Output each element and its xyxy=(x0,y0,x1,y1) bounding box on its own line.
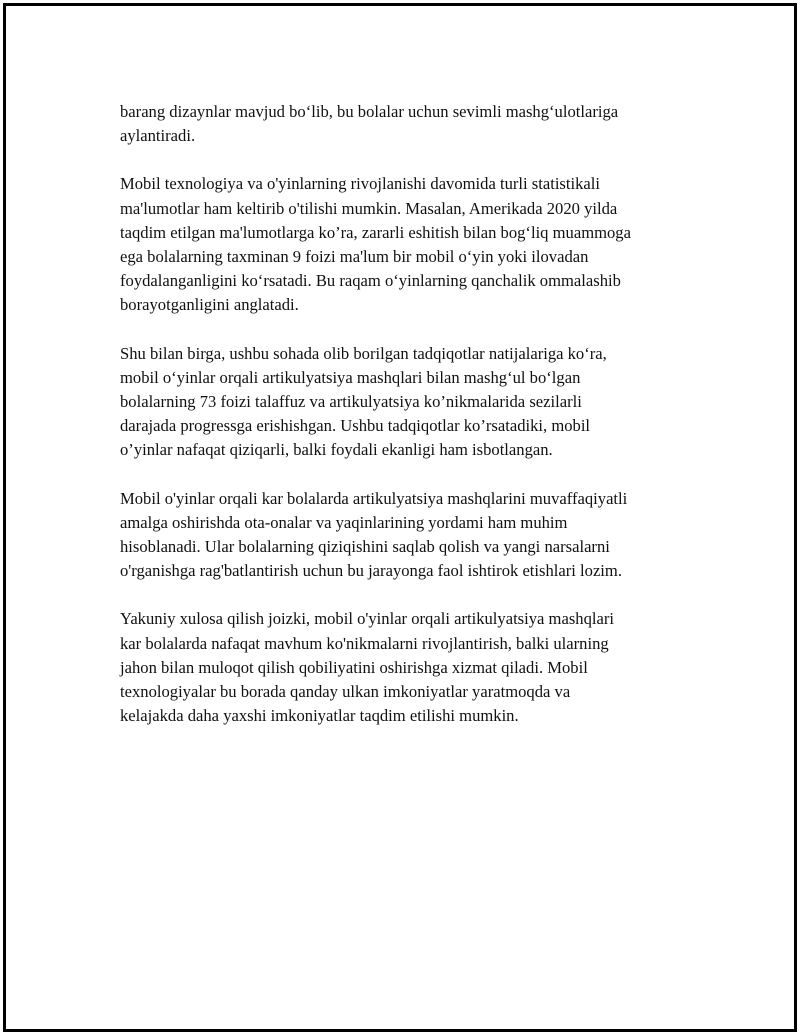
text-line: hisoblanadi. Ular bolalarning qiziqishini saqlab qolish va yangi narsalarni xyxy=(120,537,610,557)
text-line: o'rganishga rag'batlantirish uchun bu jarayonga faol ishtirok etishlari lozim. xyxy=(120,561,622,581)
text-line: Mobil o'yinlar orqali kar bolalarda artikulyatsiya mashqlarini muvaffaqiyatli xyxy=(120,488,628,508)
text-line: mobil o‘yinlar orqali artikulyatsiya mashqlari bilan mashg‘ul bo‘lgan xyxy=(120,367,581,387)
paragraph-2 xyxy=(120,172,700,317)
text-line: texnologiyalar bu borada qanday ulkan imkoniyatlar yaratmoqda va xyxy=(120,682,571,702)
text-line: foydalanganligini ko‘rsatadi. Bu raqam o‘yinlarning qanchalik ommalashib xyxy=(120,271,621,291)
paragraph-4 xyxy=(120,487,700,584)
text-line: kar bolalarda nafaqat mavhum ko'nikmalarni rivojlantirish, balki ularning xyxy=(120,633,609,653)
text-line: Mobil texnologiya va o'yinlarning rivojlanishi davomida turli statistikali xyxy=(120,174,600,194)
text-line: taqdim etilgan ma'lumotlarga ko’ra, zararli eshitish bilan bog‘liq muammoga xyxy=(120,222,631,242)
paragraph-3 xyxy=(120,342,700,463)
text-line: o’yinlar nafaqat qiziqarli, balki foydali ekanligi ham isbotlangan. xyxy=(120,440,553,460)
text-line: darajada progressga erishishgan. Ushbu tadqiqotlar ko’rsatadiki, mobil xyxy=(120,416,591,436)
text-line: ma'lumotlar ham keltirib o'tilishi mumkin. Masalan, Amerikada 2020 yilda xyxy=(120,198,618,218)
text-line: jahon bilan muloqot qilish qobiliyatini oshirishga xizmat qiladi. Mobil xyxy=(120,657,588,677)
paragraph-1 xyxy=(120,100,700,148)
text-line: bolalarning 73 foizi talaffuz va artikulyatsiya ko’nikmalarida sezilarli xyxy=(120,392,582,412)
text-line: kelajakda daha yaxshi imkoniyatlar taqdim etilishi mumkin. xyxy=(120,706,519,726)
paragraph-5 xyxy=(120,607,700,728)
text-line: barang dizaynlar mavjud bo‘lib, bu bolalar uchun sevimli mashg‘ulotlariga xyxy=(120,102,619,121)
text-line: Shu bilan birga, ushbu sohada olib borilgan tadqiqotlar natijalariga ko‘ra, xyxy=(120,343,607,363)
text-line: borayotganligini anglatadi. xyxy=(120,295,299,315)
text-line: amalga oshirishda ota-onalar va yaqinlarining yordami ham muhim xyxy=(120,512,568,532)
text-line: ega bolalarning taxminan 9 foizi ma'lum bir mobil o‘yin yoki ilovadan xyxy=(120,247,589,267)
text-line: Yakuniy xulosa qilish joizki, mobil o'yinlar orqali artikulyatsiya mashqlari xyxy=(120,609,614,629)
text-line: aylantiradi. xyxy=(120,126,196,146)
document-body xyxy=(120,100,700,752)
page-frame xyxy=(3,3,797,1032)
